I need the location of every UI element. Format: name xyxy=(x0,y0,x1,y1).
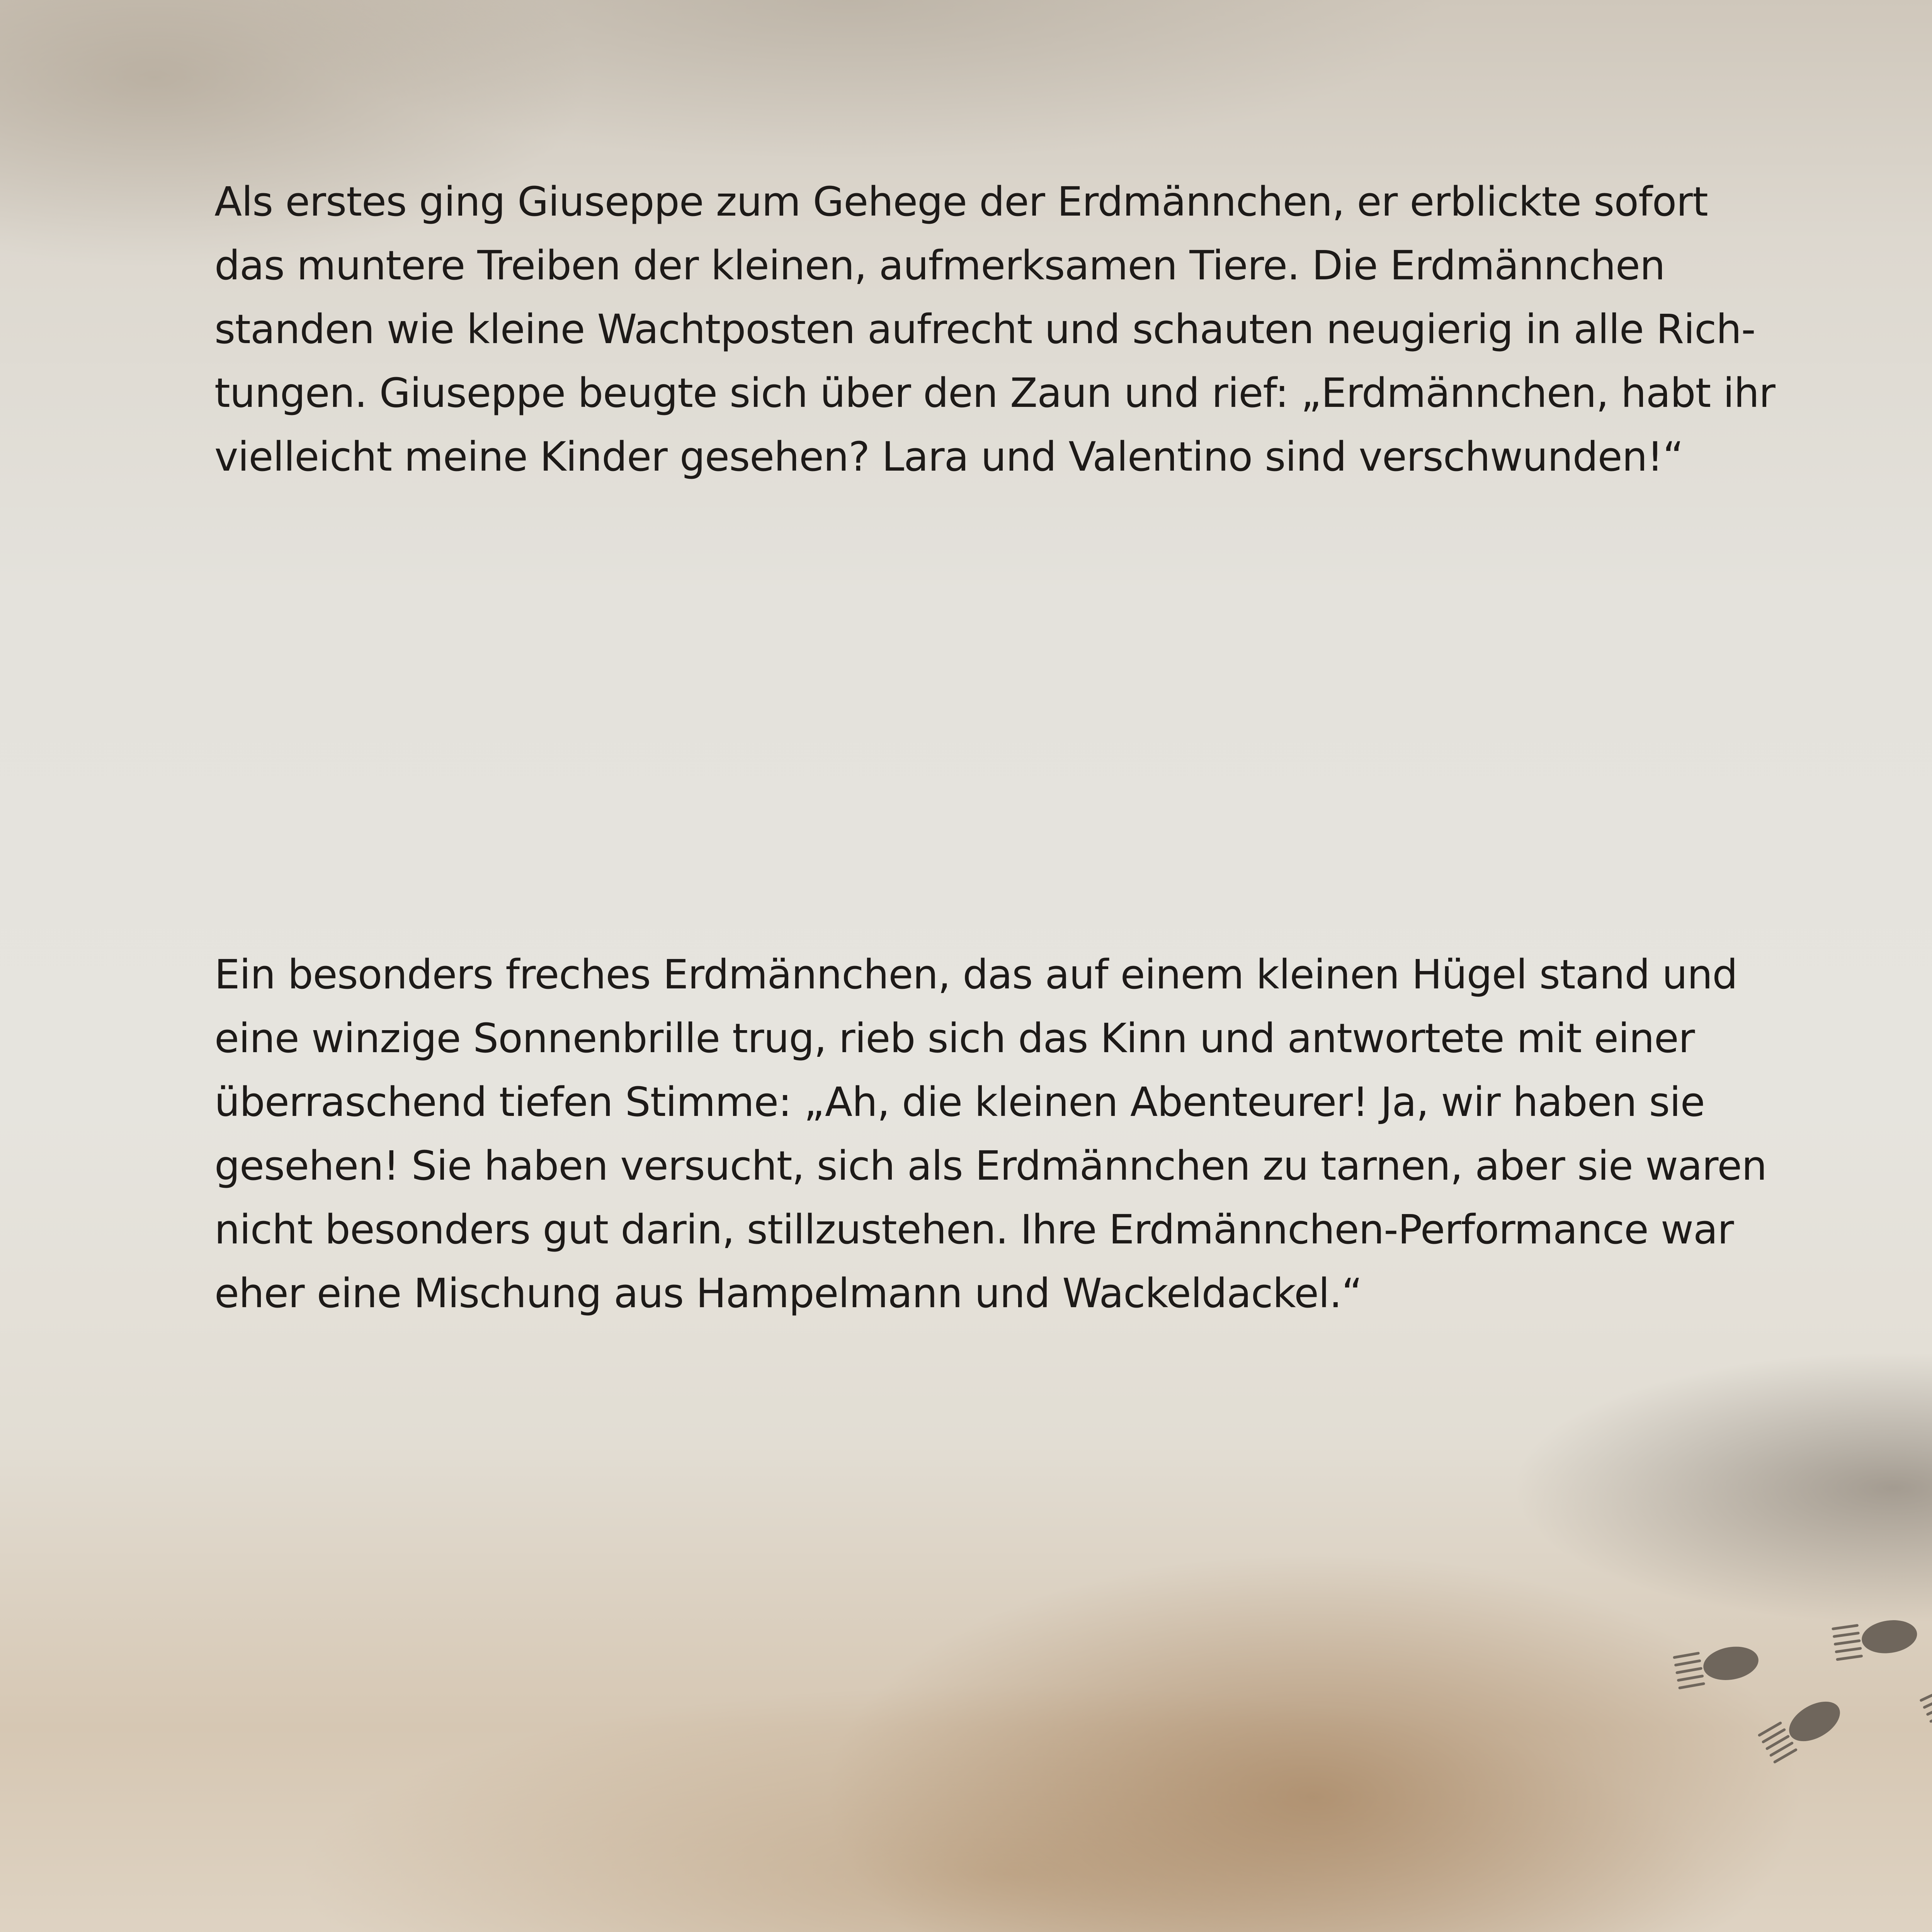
paragraph-line: gesehen! Sie haben versucht, sich als Erdmännchen zu tarnen, aber sie waren xyxy=(214,1142,1767,1189)
paw-prints-icon xyxy=(1662,1615,1932,1777)
paragraph-line: standen wie kleine Wachtposten aufrecht und schauten neugierig in alle Rich- xyxy=(214,306,1755,353)
story-paragraph-2 xyxy=(214,943,1818,1325)
paragraph-line: vielleicht meine Kinder gesehen? Lara und Valentino sind verschwunden!“ xyxy=(214,433,1684,480)
paw-print-icon xyxy=(1832,1616,1919,1661)
paragraph-line: Als erstes ging Giuseppe zum Gehege der Erdmännchen, er erblickte sofort xyxy=(214,178,1708,225)
paw-print-icon xyxy=(1757,1693,1847,1764)
paragraph-line: nicht besonders gut darin, stillzustehen. Ihre Erdmännchen-Performance war xyxy=(214,1206,1734,1253)
paragraph-line: tungen. Giuseppe beugte sich über den Zaun und rief: „Erdmännchen, habt ihr xyxy=(214,369,1775,417)
paragraph-line: Ein besonders freches Erdmännchen, das auf einem kleinen Hügel stand und xyxy=(214,951,1738,998)
story-paragraph-1 xyxy=(214,170,1818,489)
paragraph-line: eine winzige Sonnenbrille trug, rieb sich das Kinn und antwortete mit einer xyxy=(214,1015,1695,1062)
paragraph-line: überraschend tiefen Stimme: „Ah, die kleinen Abenteurer! Ja, wir haben sie xyxy=(214,1078,1705,1126)
paw-print-icon xyxy=(1673,1642,1761,1689)
paw-print-icon xyxy=(1919,1664,1932,1730)
paragraph-line: das muntere Treiben der kleinen, aufmerksamen Tiere. Die Erdmännchen xyxy=(214,242,1665,289)
paragraph-line: eher eine Mischung aus Hampelmann und Wackeldackel.“ xyxy=(214,1270,1362,1317)
